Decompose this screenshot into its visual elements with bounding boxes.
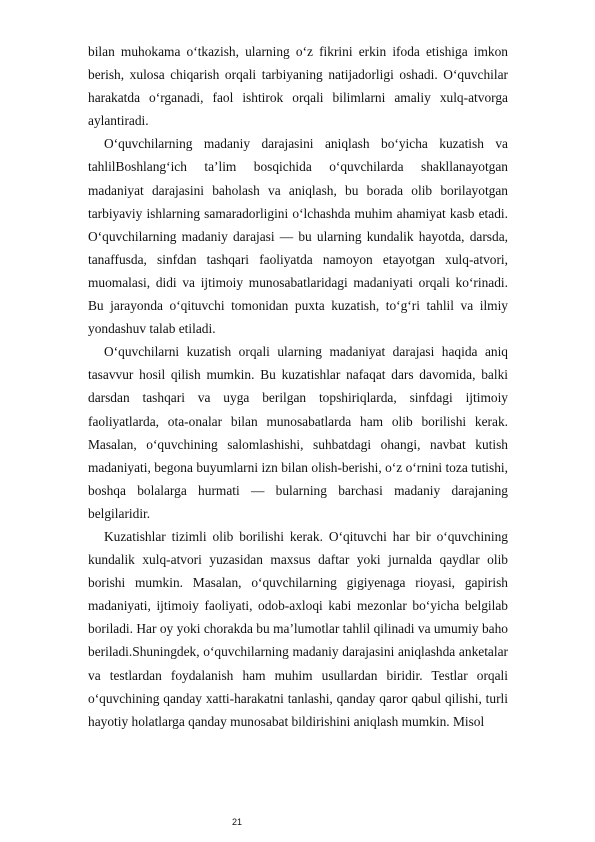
paragraph-2: O‘quvchilarning madaniy darajasini aniqlash bo‘yicha kuzatish va tahlilBoshlang‘ich ta’lim bosqichida o‘quvchilarda shakllanayotgan madaniyat darajasini baholash va aniqlash, bu borada olib borilayotgan tarbiyaviy ishlarning samaradorligini o‘lchashda muhim ahamiyat kasb etadi. O‘quvchilarning madaniy darajasi — bu ularning kundalik hayotda, darsda, tanaffusda, sinfdan tashqari faoliyatda namoyon etayotgan xulq-atvori, muomalasi, didi va ijtimoiy munosabatlaridagi madaniyati orqali ko‘rinadi. Bu jarayonda o‘qituvchi tomonidan puxta kuzatish, to‘g‘ri tahlil va ilmiy yondashuv talab etiladi. [88,136,508,337]
body-text [88,40,508,733]
page-number: 21 [232,817,243,827]
paragraph-1: bilan muhokama o‘tkazish, ularning o‘z fikrini erkin ifoda etishiga imkon berish, xulosa chiqarish orqali tarbiyaning natijadorligi oshadi. O‘quvchilar harakatda o‘rganadi, faol ishtirok orqali bilimlarni amaliy xulq-atvorga aylantiradi. [88,44,508,129]
paragraph-3: O‘quvchilarni kuzatish orqali ularning madaniyat darajasi haqida aniq tasavvur hosil qilish mumkin. Bu kuzatishlar nafaqat dars davomida, balki darsdan tashqari va uyga berilgan topshiriqlarda, sinfdagi ijtimoiy faoliyatlarda, ota-onalar bilan munosabatlarda ham olib borilishi kerak. Masalan, o‘quvchining salomlashishi, suhbatdagi ohangi, navbat kutish madaniyati, begona buyumlarni izn bilan olish-berishi, o‘z o‘rnini toza tutishi, boshqa bolalarga hurmati — bularning barchasi madaniy darajaning belgilaridir. [88,344,508,521]
paragraph-4: Kuzatishlar tizimli olib borilishi kerak. O‘qituvchi har bir o‘quvchining kundalik xulq-atvori yuzasidan maxsus daftar yoki jurnalda qaydlar olib borishi mumkin. Masalan, o‘quvchilarning gigiyenaga rioyasi, gapirish madaniyati, ijtimoiy faoliyati, odob-axloqi kabi mezonlar bo‘yicha belgilab boriladi. Har oy yoki chorakda bu ma’lumotlar tahlil qilinadi va umumiy baho beriladi.Shuningdek, o‘quvchilarning madaniy darajasini aniqlashda anketalar va testlardan foydalanish ham muhim usullardan biridir. Testlar orqali o‘quvchining qanday xatti-harakatni tanlashi, qanday qaror qabul qilishi, turli hayotiy holatlarga qanday munosabat bildirishini aniqlash mumkin. Misol [88,528,508,729]
